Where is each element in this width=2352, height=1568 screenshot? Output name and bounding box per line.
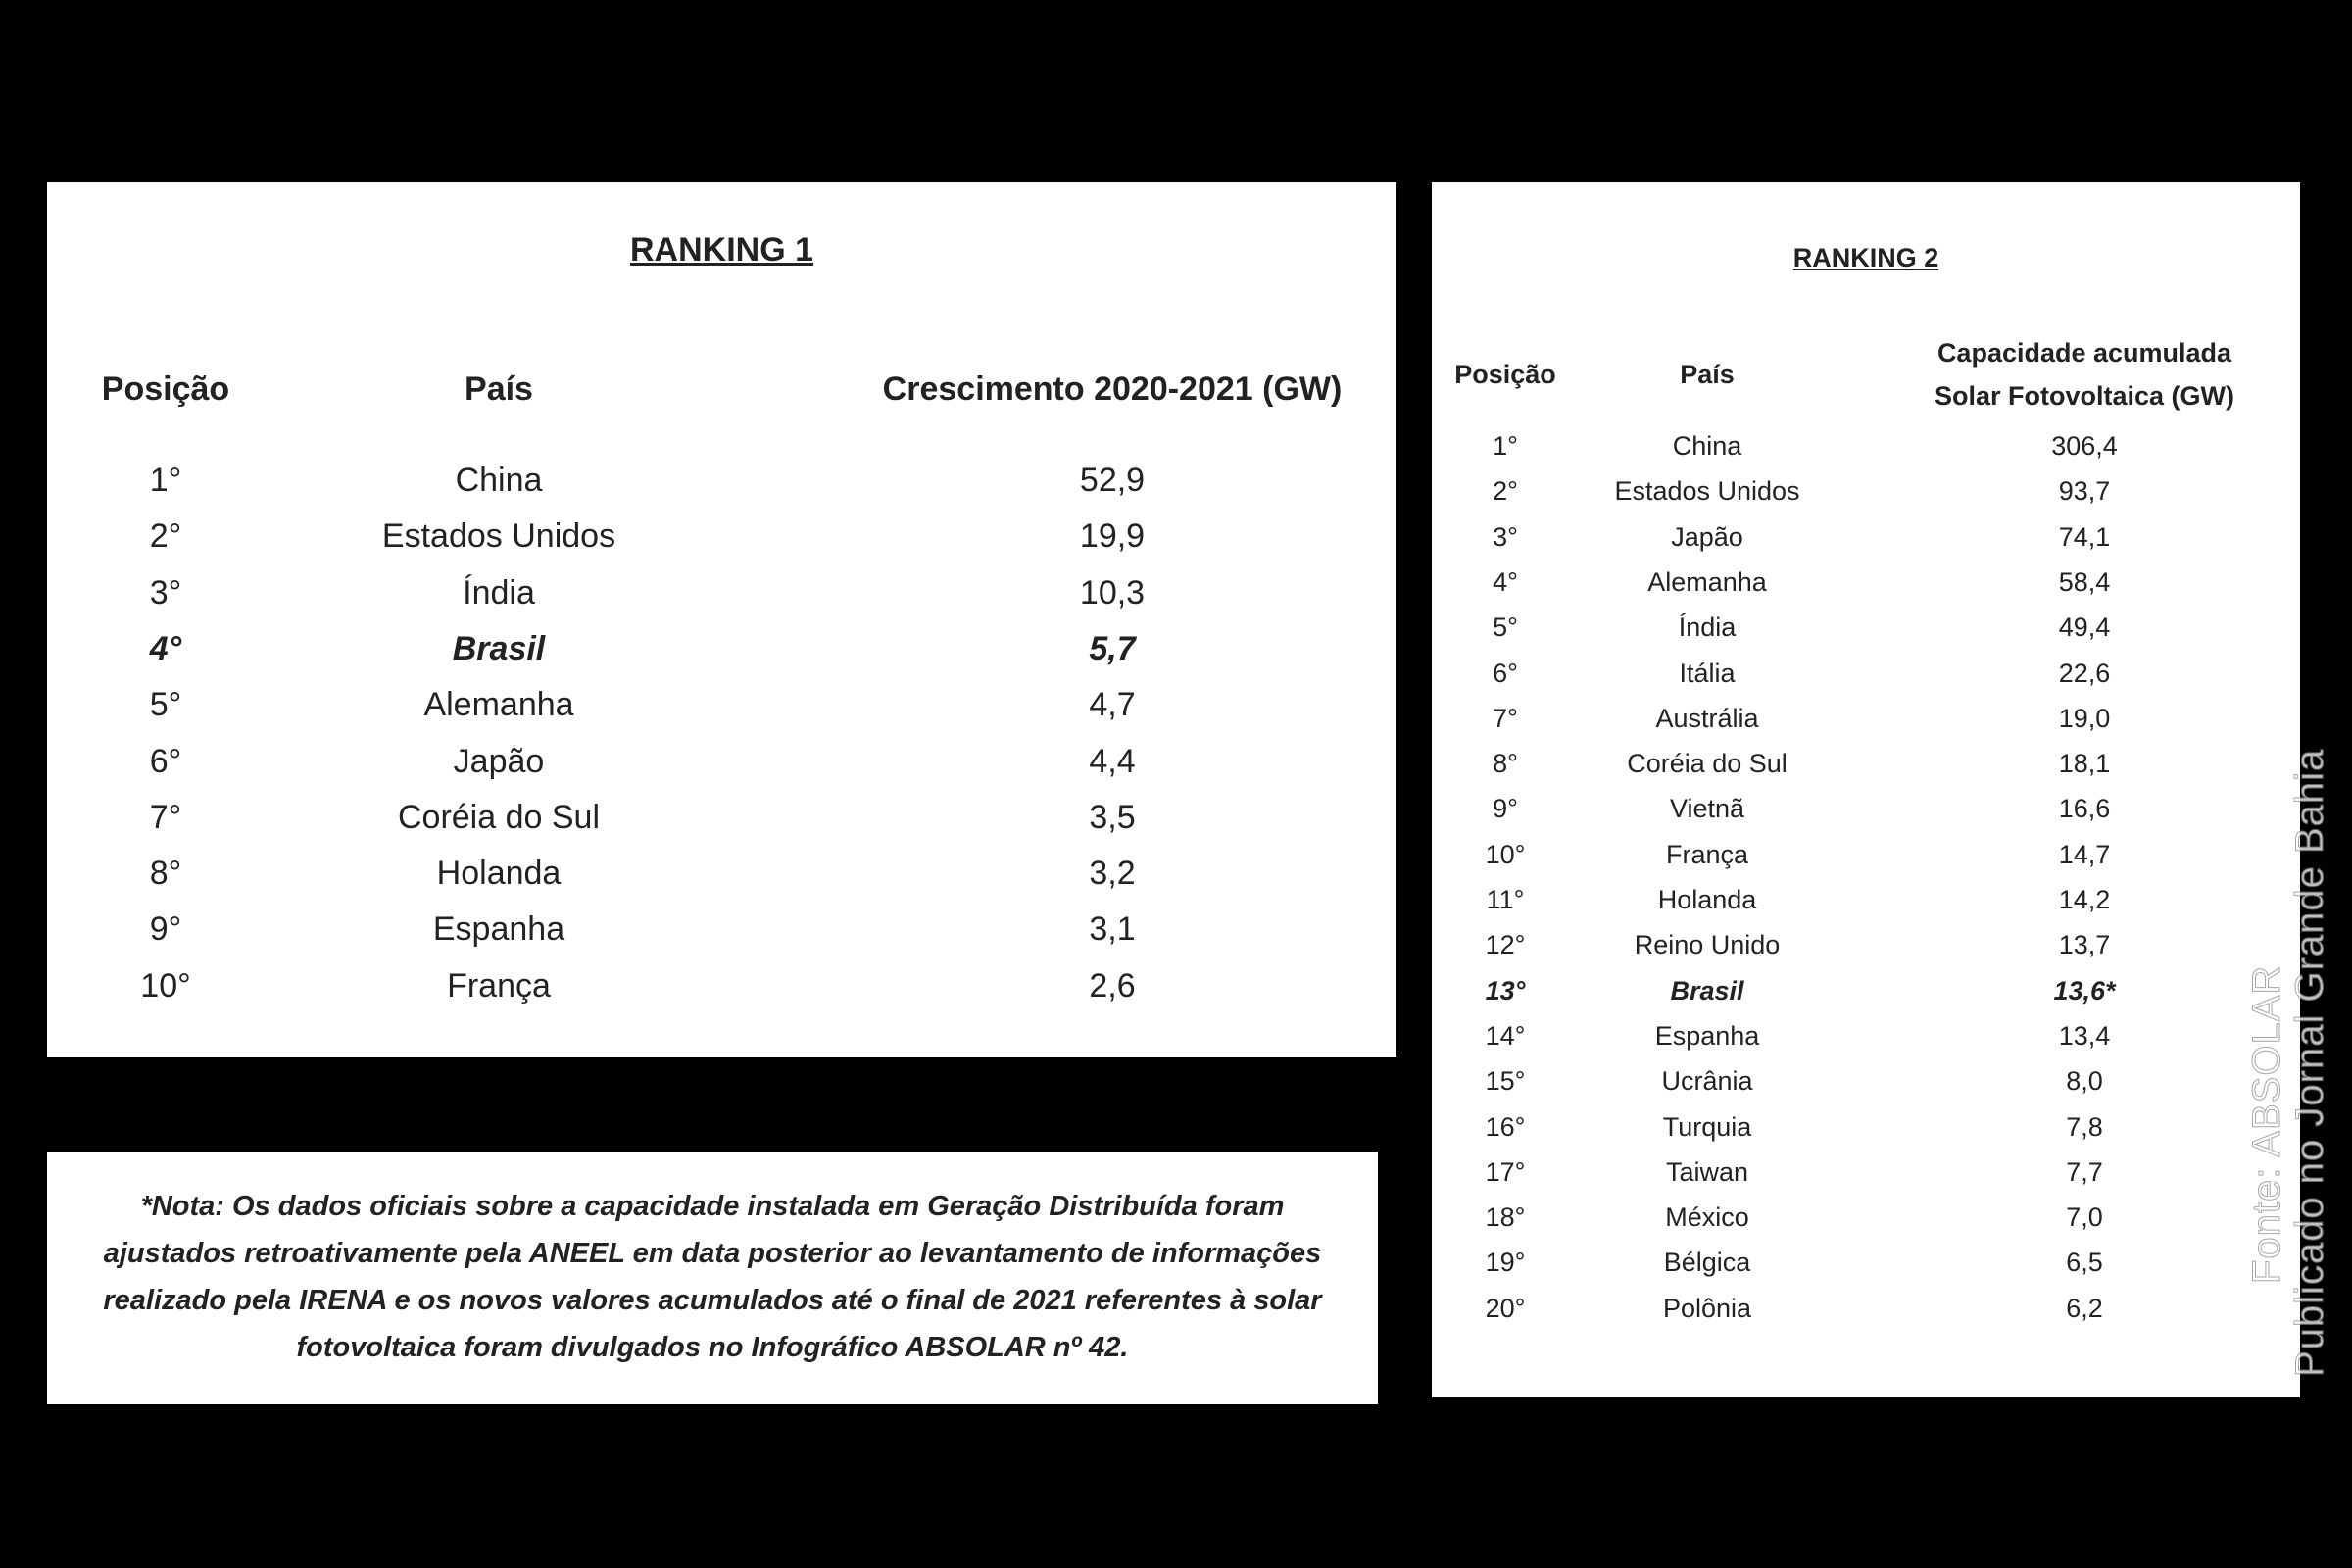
cell-valor: 16,6: [2058, 794, 2111, 824]
table-row: [47, 792, 1396, 843]
cell-posicao: 5°: [1493, 612, 1518, 643]
cell-valor: 19,0: [2058, 703, 2111, 733]
cell-pais: China: [1672, 431, 1742, 461]
cell-posicao: 6°: [1493, 658, 1518, 688]
cell-posicao: 7°: [1493, 703, 1518, 733]
cell-posicao: 6°: [149, 742, 182, 780]
cell-pais: Espanha: [432, 910, 565, 949]
cell-posicao: 8°: [149, 855, 182, 893]
table-row: [1432, 924, 2300, 965]
cell-valor: 306,4: [2051, 431, 2118, 461]
cell-pais: Índia: [463, 573, 535, 612]
table-row: [1432, 470, 2300, 512]
cell-posicao: 10°: [140, 966, 191, 1004]
cell-pais: Estados Unidos: [1614, 476, 1800, 507]
cell-valor: 13,4: [2058, 1020, 2111, 1051]
cell-posicao: 13°: [1485, 975, 1526, 1005]
cell-posicao: 9°: [1493, 794, 1518, 824]
cell-posicao: 9°: [149, 910, 182, 949]
cell-valor: 6,5: [2066, 1248, 2103, 1278]
table-row: [47, 736, 1396, 787]
ranking-1-panel: [47, 182, 1396, 1057]
nota-panel: [47, 1152, 1378, 1404]
cell-valor: 3,1: [1089, 910, 1136, 949]
cell-valor: 18,1: [2058, 749, 2111, 779]
cell-posicao: 2°: [1493, 476, 1518, 507]
ranking-2-title: RANKING 2: [1792, 243, 1939, 272]
cell-pais: Índia: [1678, 612, 1737, 643]
cell-valor: 49,4: [2058, 612, 2111, 643]
cell-pais: Alemanha: [423, 686, 574, 724]
cell-pais: Holanda: [1657, 885, 1757, 914]
cell-pais: Taiwan: [1665, 1156, 1749, 1187]
cell-valor: 7,0: [2066, 1202, 2103, 1233]
cell-posicao: 4°: [149, 629, 182, 667]
cell-pais: Vietnã: [1669, 794, 1745, 824]
cell-pais: Bélgica: [1663, 1248, 1751, 1278]
table-row: [47, 679, 1396, 730]
table-row: [47, 848, 1396, 899]
cell-valor: 3,2: [1089, 855, 1136, 893]
cell-posicao: 10°: [1485, 839, 1526, 869]
cell-posicao: 16°: [1485, 1111, 1526, 1142]
table-row: [1432, 743, 2300, 784]
cell-valor: 4,4: [1089, 742, 1136, 780]
table-row: [47, 455, 1396, 506]
ranking-2-header-posicao: Posição: [1454, 360, 1556, 389]
table-row: [1432, 1060, 2300, 1102]
cell-pais: Polônia: [1662, 1293, 1752, 1323]
table-row: [1432, 970, 2300, 1011]
cell-posicao: 17°: [1485, 1156, 1526, 1187]
cell-posicao: 14°: [1485, 1020, 1526, 1051]
cell-pais: Coréia do Sul: [1627, 749, 1788, 779]
cell-posicao: 2°: [149, 517, 182, 556]
cell-valor: 14,7: [2058, 839, 2111, 869]
cell-pais: França: [447, 966, 551, 1004]
table-row: [1432, 1197, 2300, 1238]
cell-posicao: 15°: [1485, 1066, 1526, 1097]
ranking-1-table-body: [47, 182, 1396, 1057]
cell-valor: 3,5: [1089, 798, 1136, 836]
table-row: [47, 567, 1396, 618]
cell-pais: Japão: [453, 742, 545, 780]
cell-pais: Holanda: [436, 855, 562, 893]
cell-valor: 2,6: [1089, 966, 1136, 1004]
table-row: [47, 623, 1396, 674]
cell-valor: 74,1: [2058, 521, 2111, 552]
cell-valor: 7,7: [2066, 1156, 2103, 1187]
cell-posicao: 12°: [1485, 930, 1526, 960]
credit-published: Publicado no Jornal Grande Bahia: [2288, 748, 2331, 1377]
cell-posicao: 1°: [149, 462, 182, 499]
table-row: [1432, 516, 2300, 558]
table-row: [1432, 425, 2300, 466]
table-row: [1432, 562, 2300, 603]
cell-posicao: 3°: [1493, 521, 1518, 552]
cell-valor: 4,7: [1089, 686, 1136, 724]
cell-pais: França: [1665, 839, 1749, 869]
cell-pais: Coréia do Sul: [397, 798, 601, 836]
cell-valor: 52,9: [1079, 462, 1146, 499]
cell-posicao: 11°: [1486, 885, 1525, 914]
cell-pais: China: [455, 462, 543, 499]
cell-valor: 93,7: [2058, 476, 2111, 507]
cell-valor: 10,3: [1079, 573, 1146, 612]
cell-posicao: 8°: [1493, 749, 1518, 779]
table-row: [1432, 653, 2300, 694]
ranking-2-header-pais: País: [1680, 360, 1735, 389]
table-row: [47, 904, 1396, 955]
cell-valor: 6,2: [2066, 1293, 2103, 1323]
cell-pais: Alemanha: [1647, 566, 1767, 597]
cell-posicao: 20°: [1485, 1293, 1526, 1323]
ranking-1-title: RANKING 1: [629, 231, 814, 269]
cell-posicao: 5°: [149, 686, 182, 724]
cell-pais: Turquia: [1662, 1111, 1752, 1142]
ranking-2-panel: [1432, 182, 2300, 1397]
cell-valor: 7,8: [2066, 1111, 2103, 1142]
table-row: [1432, 834, 2300, 875]
ranking-1-header-valor: Crescimento 2020-2021 (GW): [882, 370, 1343, 408]
cell-posicao: 3°: [149, 573, 182, 612]
ranking-2-header-valor-line2: Solar Fotovoltaica (GW): [1934, 381, 2235, 411]
table-row: [1432, 607, 2300, 648]
cell-pais: Ucrânia: [1661, 1066, 1753, 1097]
cell-pais: Japão: [1671, 521, 1743, 552]
cell-valor: 22,6: [2058, 658, 2111, 688]
cell-valor: 5,7: [1089, 629, 1136, 667]
cell-pais: Itália: [1679, 658, 1736, 688]
cell-valor: 13,6*: [2053, 975, 2116, 1005]
cell-valor: 58,4: [2058, 566, 2111, 597]
table-row: [1432, 788, 2300, 829]
cell-pais: Estados Unidos: [381, 517, 616, 556]
cell-posicao: 19°: [1485, 1248, 1526, 1278]
ranking-1-header-posicao: Posição: [101, 370, 230, 408]
table-row: [1432, 1106, 2300, 1148]
table-row: [1432, 698, 2300, 739]
table-row: [1432, 879, 2300, 920]
table-row: [1432, 1152, 2300, 1193]
cell-pais: Reino Unido: [1634, 930, 1781, 960]
table-row: [47, 511, 1396, 562]
table-row: [1432, 1015, 2300, 1056]
cell-valor: 8,0: [2066, 1066, 2103, 1097]
ranking-2-header-valor-line1: Capacidade acumulada: [1936, 338, 2232, 368]
cell-posicao: 1°: [1493, 431, 1518, 461]
table-row: [1432, 1242, 2300, 1283]
cell-pais: Brasil: [1670, 975, 1744, 1005]
ranking-1-header-pais: País: [465, 370, 533, 408]
cell-pais: Austrália: [1655, 703, 1759, 733]
nota-text: *Nota: Os dados oficiais sobre a capacidade instalada em Geração Distribuída foram ajustados retroativamente pela ANEEL em data posterior ao levantamento de informações realizado pela IRENA e os novos valores acumulados até o final de 2021 referentes à solar fotovoltaica foram divulgados no Infográfico ABSOLAR nº 42.: [103, 1191, 1322, 1363]
cell-posicao: 18°: [1485, 1202, 1526, 1233]
cell-valor: 19,9: [1079, 517, 1146, 556]
table-row: [47, 960, 1396, 1011]
cell-posicao: 7°: [149, 798, 182, 836]
cell-posicao: 4°: [1493, 566, 1518, 597]
cell-valor: 14,2: [2058, 885, 2111, 914]
credit-source: Fonte: ABSOLAR: [2245, 964, 2288, 1284]
table-row: [1432, 1288, 2300, 1329]
cell-valor: 13,7: [2058, 930, 2111, 960]
ranking-2-table-body: [1432, 182, 2300, 1397]
cell-pais: Espanha: [1654, 1020, 1760, 1051]
cell-pais: México: [1665, 1202, 1749, 1233]
cell-pais: Brasil: [452, 629, 546, 667]
